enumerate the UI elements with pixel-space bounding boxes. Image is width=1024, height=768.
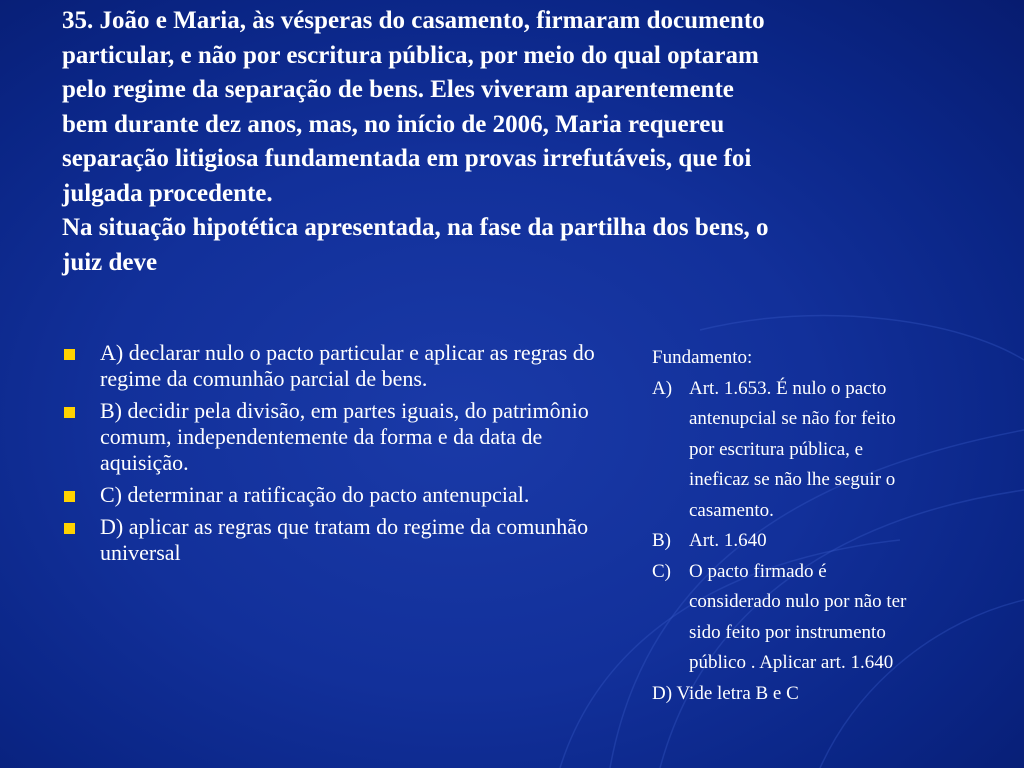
fundamento-item-line: ineficaz se não lhe seguir o [689, 469, 896, 490]
fundamento-item-line: Art. 1.653. É nulo o pacto [689, 377, 887, 399]
fundamento-item-line: por escritura pública, e [689, 438, 864, 460]
fundamento-item-a [652, 374, 992, 527]
fundamento-item-letter: C) [652, 560, 671, 582]
fundamento-item-line: Art. 1.640 [689, 530, 767, 551]
fundamento-item-letter: A) [652, 377, 673, 399]
fundamento-item-letter: B) [652, 530, 671, 551]
fundamento-item-line: sido feito por instrumento [689, 621, 886, 643]
fundamento-item-line: público . Aplicar art. 1.640 [689, 652, 894, 673]
title-line: Na situação hipotética apresentada, na fase da partilha dos bens, o [62, 214, 769, 241]
fundamento-item-c [652, 557, 992, 679]
title-line: 35. João e Maria, às vésperas do casamento, firmaram documento [62, 7, 765, 34]
title-line: bem durante dez anos, mas, no início de 2006, Maria requereu [62, 110, 725, 138]
answer-options-list [62, 340, 602, 572]
fundamento-panel [652, 343, 992, 709]
fundamento-item-line: casamento. [689, 499, 774, 521]
title-line: pelo regime da separação de bens. Eles viveram aparentemente [62, 76, 734, 103]
fundamento-item-b [652, 526, 992, 557]
title-line: juiz deve [62, 248, 158, 276]
fundamento-item-line: considerado nulo por não ter [689, 591, 907, 612]
title-line: particular, e não por escritura pública, por meio do qual optaram [62, 41, 759, 69]
answer-option-c [62, 482, 602, 508]
fundamento-item-line: antenupcial se não for feito [689, 408, 896, 429]
title-line: julgada procedente. [62, 179, 273, 207]
fundamento-item-line: O pacto firmado é [689, 560, 827, 582]
square-bullet-icon [64, 491, 75, 502]
fundamento-footer: D) Vide letra B e C [652, 682, 799, 704]
question-title [62, 4, 962, 280]
answer-option-a [62, 340, 602, 392]
answer-option-text: B) decidir pela divisão, em partes iguais, do patrimônio comum, independentemente da forma e da data de aquisição. [100, 398, 589, 475]
answer-option-text: A) declarar nulo o pacto particular e aplicar as regras do regime da comunhão parcial de bens. [100, 340, 595, 391]
title-line: separação litigiosa fundamentada em provas irrefutáveis, que foi [62, 145, 752, 172]
answer-option-b [62, 398, 602, 476]
square-bullet-icon [64, 407, 75, 418]
square-bullet-icon [64, 523, 75, 534]
answer-option-text: D) aplicar as regras que tratam do regime da comunhão universal [100, 514, 589, 565]
fundamento-heading: Fundamento: [652, 347, 753, 368]
answer-option-d [62, 514, 602, 566]
answer-option-text: C) determinar a ratificação do pacto antenupcial. [100, 482, 530, 507]
square-bullet-icon [64, 349, 75, 360]
